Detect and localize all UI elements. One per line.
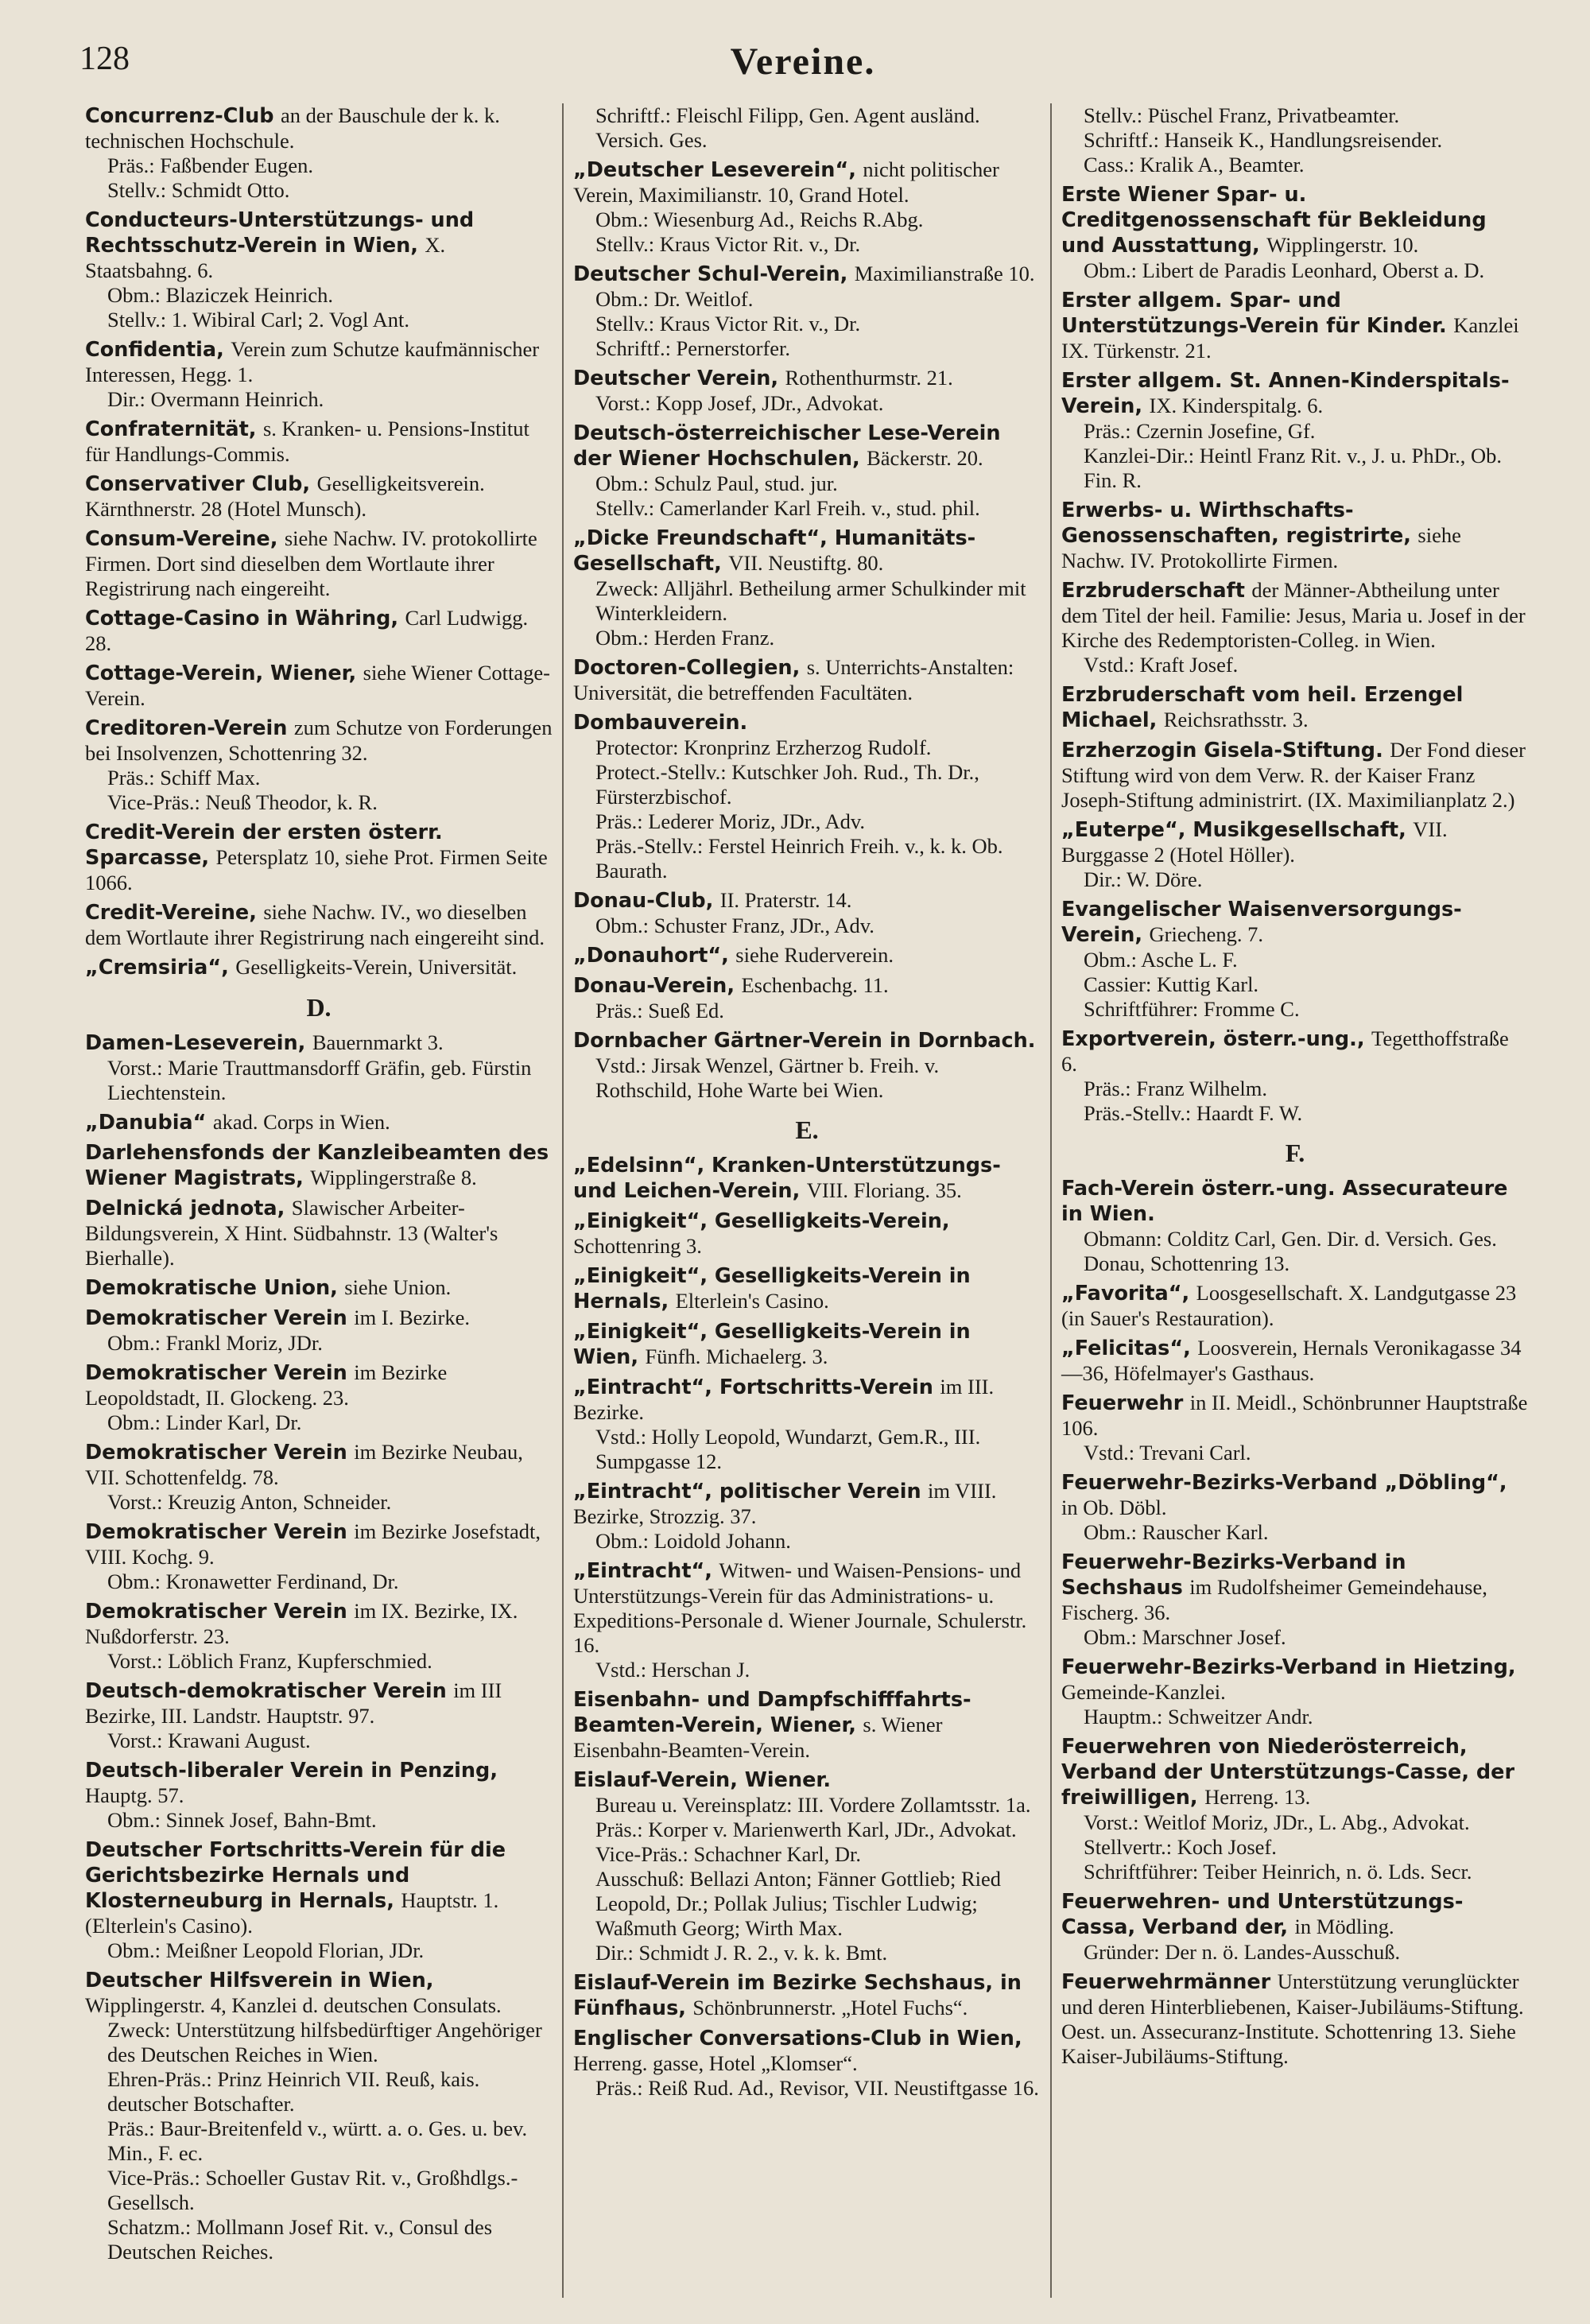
directory-entry xyxy=(1061,1281,1529,1331)
entry-officer-line: Vstd.: Kraft Josef. xyxy=(1084,653,1239,677)
entry-officer-line: Obm.: Meißner Leopold Florian, JDr. xyxy=(107,1938,425,1962)
entry-description: Fünfh. Michaelerg. 3. xyxy=(645,1344,828,1368)
entry-officer-line: Präs.: Lederer Moriz, JDr., Adv. xyxy=(595,809,866,833)
directory-entry xyxy=(1061,897,1529,1022)
entry-description: IX. Kinderspitalg. 6. xyxy=(1149,394,1324,417)
entry-heading: „Einigkeit“, Geselligkeits-Verein in Wien, xyxy=(573,1320,971,1369)
entry-heading: Deutscher Fortschritts-Verein für die Gerichtsbezirke Hernals und Klosterneuburg in Hernals, xyxy=(85,1838,506,1913)
directory-entry xyxy=(1061,1969,1529,2069)
entry-officer-line: Schriftführer: Fromme C. xyxy=(1084,997,1300,1021)
entry-description: Rothenthurmstr. 21. xyxy=(785,366,953,390)
entry-officer-line: Präs.-Stellv.: Haardt F. W. xyxy=(1084,1101,1303,1125)
entry-heading: „Felicitas“, xyxy=(1061,1337,1191,1360)
directory-entry xyxy=(1061,1391,1529,1465)
directory-entry xyxy=(1061,1550,1529,1650)
entry-officer-line: Vorst.: Marie Trauttmansdorff Gräfin, geb. Fürstin Liechtenstein. xyxy=(107,1056,532,1104)
entry-officer-line: Dir.: W. Döre. xyxy=(1084,867,1203,891)
entry-description: siehe Nachw. IV. Protokollirte Firmen. xyxy=(1061,523,1461,572)
entry-description: im Bezirke Leopoldstadt, II. Glockeng. 23. xyxy=(85,1360,448,1410)
entry-officer-line: Schriftf.: Fleischl Filipp, Gen. Agent ausländ. Versich. Ges. xyxy=(595,103,980,152)
entry-officer-line: Obm.: Linder Karl, Dr. xyxy=(107,1410,302,1434)
directory-entry xyxy=(573,1375,1041,1474)
entry-heading: Doctoren-Collegien, xyxy=(573,656,801,680)
entry-officer-line: Zweck: Unterstützung hilfsbedürftiger Angehöriger des Deutschen Reiches in Wien. xyxy=(107,2018,542,2066)
entry-heading: Credit-Vereine, xyxy=(85,901,257,925)
entry-heading: Erzbruderschaft xyxy=(1061,579,1245,603)
entry-heading: Conservativer Club, xyxy=(85,472,311,496)
entry-officer-line: Vorst.: Kopp Josef, JDr., Advokat. xyxy=(595,391,884,415)
page-header xyxy=(64,40,1542,95)
entry-description: Gemeinde-Kanzlei. xyxy=(1061,1680,1226,1704)
section-letter: D. xyxy=(306,993,332,1022)
directory-entry xyxy=(85,606,553,656)
entry-heading: „Donauhort“, xyxy=(573,944,729,968)
directory-entry xyxy=(1061,182,1529,283)
directory-entry xyxy=(1061,103,1529,177)
entry-officer-line: Protect.-Stellv.: Kutschker Joh. Rud., Th. Dr., Fürsterzbischof. xyxy=(595,760,979,809)
directory-entry xyxy=(573,973,1041,1023)
directory-entry xyxy=(1061,682,1529,733)
entry-heading: Demokratischer Verein xyxy=(85,1361,347,1385)
entry-officer-line: Obm.: Kronawetter Ferdinand, Dr. xyxy=(107,1569,399,1593)
entry-heading: Erster allgem. St. Annen-Kinderspitals-Verein, xyxy=(1061,369,1510,418)
entry-description: Unterstützung verunglückter und deren Hinterbliebenen, Kaiser-Jubiläums-Stiftung. Oest. un. Assecuranz-Institute. Schottenring 13. Siehe Kaiser-Jubiläums-Stiftung. xyxy=(1061,1969,1524,2068)
entry-description: im III Bezirke, III. Landstr. Hauptstr. 97. xyxy=(85,1678,502,1728)
entry-description: Griecheng. 7. xyxy=(1149,922,1264,946)
entry-heading: Deutscher Schul-Verein, xyxy=(573,262,848,286)
directory-entry xyxy=(573,1687,1041,1763)
entry-heading: Damen-Leseverein, xyxy=(85,1031,306,1055)
entry-description: Hauptg. 57. xyxy=(85,1783,184,1807)
entry-officer-line: Vice-Präs.: Schachner Karl, Dr. xyxy=(595,1842,861,1866)
directory-entry xyxy=(1061,1026,1529,1126)
directory-entry xyxy=(85,1275,553,1301)
directory-entry xyxy=(1061,578,1529,677)
entry-heading: Demokratischer Verein xyxy=(85,1600,347,1624)
entry-description: VII. Neustiftg. 80. xyxy=(728,551,884,575)
directory-entry xyxy=(85,337,553,412)
entry-description: im IX. Bezirke, IX. Nußdorferstr. 23. xyxy=(85,1599,518,1648)
entry-officer-line: Stellv.: Püschel Franz, Privatbeamter. xyxy=(1084,103,1400,127)
directory-entry xyxy=(1061,1734,1529,1884)
entry-officer-line: Stellv.: Kraus Victor Rit. v., Dr. xyxy=(595,312,861,336)
directory-entry xyxy=(85,820,553,895)
directory-entry xyxy=(573,1153,1041,1204)
entry-heading: „Favorita“, xyxy=(1061,1282,1190,1306)
entry-heading: „Edelsinn“, Kranken-Unterstützungs- und Leichen-Verein, xyxy=(573,1154,1001,1203)
entry-officer-line: Protector: Kronprinz Erzherzog Rudolf. xyxy=(595,735,932,759)
directory-entry xyxy=(85,1968,553,2264)
entry-description: Tegetthoffstraße 6. xyxy=(1061,1026,1509,1076)
entry-officer-line: Schriftf.: Hanseik K., Handlungsreisender. xyxy=(1084,128,1443,152)
entry-description: Hauptstr. 1. (Elterlein's Casino). xyxy=(85,1888,499,1938)
entry-heading: Erzherzogin Gisela-Stiftung. xyxy=(1061,739,1383,762)
directory-entry xyxy=(85,1030,553,1105)
directory-entry xyxy=(573,157,1041,257)
entry-officer-line: Obm.: Sinnek Josef, Bahn-Bmt. xyxy=(107,1808,377,1832)
entry-heading: Erste Wiener Spar- u. Creditgenossenschaft für Bekleidung und Ausstattung, xyxy=(1061,183,1487,258)
entry-description: Bäckerstr. 20. xyxy=(867,446,983,470)
entry-officer-line: Präs.: Faßbender Eugen. xyxy=(107,153,314,177)
entry-heading: Donau-Verein, xyxy=(573,974,735,998)
entry-officer-line: Präs.: Schiff Max. xyxy=(107,766,261,790)
directory-entry xyxy=(573,1028,1041,1103)
entry-description: im III. Bezirke. xyxy=(573,1375,995,1424)
entry-description: Elterlein's Casino. xyxy=(675,1289,829,1313)
entry-officer-line: Obm.: Frankl Moriz, JDr. xyxy=(107,1331,323,1355)
entry-heading: Demokratischer Verein xyxy=(85,1306,347,1330)
entry-description: Bauernmarkt 3. xyxy=(312,1030,444,1054)
entry-heading: Creditoren-Verein xyxy=(85,716,288,740)
directory-entry xyxy=(573,366,1041,416)
entry-officer-line: Bureau u. Vereinsplatz: III. Vordere Zollamtsstr. 1a. xyxy=(595,1793,1031,1817)
entry-heading: Demokratischer Verein xyxy=(85,1441,347,1465)
entry-officer-line: Kanzlei-Dir.: Heintl Franz Rit. v., J. u. PhDr., Ob. Fin. R. xyxy=(1084,444,1503,492)
entry-heading: Evangelischer Waisenversorgungs-Verein, xyxy=(1061,898,1462,947)
entry-officer-line: Vorst.: Weitlof Moriz, JDr., L. Abg., Advokat. xyxy=(1084,1810,1470,1834)
entry-heading: Deutsch-österreichischer Lese-Verein der Wiener Hochschulen, xyxy=(573,421,1001,471)
directory-entry xyxy=(573,1970,1041,2021)
directory-entry xyxy=(85,1110,553,1135)
entry-officer-line: Obm.: Blaziczek Heinrich. xyxy=(107,283,334,307)
entry-heading: Feuerwehr-Bezirks-Verband in Sechshaus xyxy=(1061,1550,1406,1600)
entry-officer-line: Obm.: Schulz Paul, stud. jur. xyxy=(595,471,838,495)
directory-entry xyxy=(1061,738,1529,813)
entry-description: Geselligkeits-Verein, Universität. xyxy=(235,955,518,979)
column-left xyxy=(76,103,562,2298)
entry-officer-line: Ausschuß: Bellazi Anton; Fänner Gottlieb; Ried Leopold, Dr.; Pollak Julius; Tischler Ludwig; Waßmuth Georg; Wirth Max. xyxy=(595,1867,1002,1940)
entry-description: Wipplingerstraße 8. xyxy=(310,1166,477,1189)
entry-description: Herreng. 13. xyxy=(1204,1785,1311,1809)
entry-description: Wipplingerstr. 10. xyxy=(1266,233,1419,257)
entry-heading: Delnická jednota, xyxy=(85,1197,285,1220)
entry-officer-line: Präs.: Franz Wilhelm. xyxy=(1084,1077,1268,1100)
entry-officer-line: Präs.: Korper v. Marienwerth Karl, JDr., Advokat. xyxy=(595,1818,1017,1841)
entry-heading: Dombauverein. xyxy=(573,711,748,735)
entry-heading: Eislauf-Verein, Wiener. xyxy=(573,1768,832,1792)
entry-heading: „Eintracht“, politischer Verein xyxy=(573,1480,921,1503)
entry-officer-line: Vstd.: Herschan J. xyxy=(595,1658,750,1682)
section-letter: F. xyxy=(1285,1139,1305,1167)
entry-officer-line: Präs.-Stellv.: Ferstel Heinrich Freih. v., k. k. Ob. Baurath. xyxy=(595,834,1003,883)
directory-entry xyxy=(1061,1176,1529,1276)
entry-officer-line: Schatzm.: Mollmann Josef Rit. v., Consul des Deutschen Reiches. xyxy=(107,2215,493,2264)
entry-description: Wipplingerstr. 4, Kanzlei d. deutschen Consulats. xyxy=(85,1993,502,2017)
entry-heading: „Euterpe“, Musikgesellschaft, xyxy=(1061,818,1406,842)
entry-heading: Donau-Club, xyxy=(573,889,714,913)
entry-description: Reichsrathsstr. 3. xyxy=(1163,708,1309,731)
entry-heading: Englischer Conversations-Club in Wien, xyxy=(573,2027,1022,2050)
entry-heading: Exportverein, österr.-ung., xyxy=(1061,1027,1365,1051)
entry-officer-line: Gründer: Der n. ö. Landes-Ausschuß. xyxy=(1084,1940,1401,1964)
entry-description: siehe Wiener Cottage-Verein. xyxy=(85,661,551,710)
entry-description: im Bezirke Neubau, VII. Schottenfeldg. 78. xyxy=(85,1440,523,1489)
entry-description: Loosgesellschaft. X. Landgutgasse 23 (in Sauer's Restauration). xyxy=(1061,1281,1517,1330)
entry-heading: „Dicke Freundschaft“, Humanitäts-Gesellschaft, xyxy=(573,526,976,576)
entry-description: Loosverein, Hernals Veronikagasse 34—36, Höfelmayer's Gasthaus. xyxy=(1061,1336,1522,1385)
entry-heading: Feuerwehren- und Unterstützungs-Cassa, Verband der, xyxy=(1061,1890,1464,1939)
entry-officer-line: Vorst.: Krawani August. xyxy=(107,1728,311,1752)
entry-officer-line: Schriftf.: Pernerstorfer. xyxy=(595,336,791,360)
directory-entry xyxy=(573,1767,1041,1965)
directory-entry xyxy=(1061,368,1529,493)
entry-heading: Deutscher Hilfsverein in Wien, xyxy=(85,1969,434,1992)
entry-heading: „Eintracht“, xyxy=(573,1559,712,1583)
entry-heading: Confidentia, xyxy=(85,338,224,362)
entry-officer-line: Obm.: Asche L. F. xyxy=(1084,948,1238,972)
entry-heading: „Cremsiria“, xyxy=(85,956,229,980)
entry-heading: Feuerwehren von Niederösterreich, Verband der Unterstützungs-Casse, der freiwilligen, xyxy=(1061,1735,1515,1810)
entry-description: in II. Meidl., Schönbrunner Hauptstraße 106. xyxy=(1061,1391,1528,1440)
entry-heading: Fach-Verein österr.-ung. Assecurateure in Wien. xyxy=(1061,1177,1508,1226)
entry-officer-line: Obm.: Wiesenburg Ad., Reichs R.Abg. xyxy=(595,208,924,231)
directory-entry xyxy=(85,471,553,522)
entry-heading: Deutscher Verein, xyxy=(573,367,779,390)
entry-heading: Credit-Verein der ersten österr. Sparcasse, xyxy=(85,821,443,870)
entry-description: in Ob. Döbl. xyxy=(1061,1496,1167,1519)
entry-heading: „Eintracht“, Fortschritts-Verein xyxy=(573,1375,933,1399)
entry-heading: Erwerbs- u. Wirthschafts-Genossenschaften, registrirte, xyxy=(1061,499,1411,548)
directory-entry xyxy=(85,1678,553,1753)
entry-heading: Confraternität, xyxy=(85,417,257,441)
entry-officer-line: Dir.: Schmidt J. R. 2., v. k. k. Bmt. xyxy=(595,1941,888,1965)
entry-description: X. Staatsbahng. 6. xyxy=(85,233,446,282)
directory-entry xyxy=(1061,1470,1529,1545)
directory-entry xyxy=(573,2026,1041,2101)
directory-entry xyxy=(85,526,553,601)
section-letter: E. xyxy=(795,1115,819,1144)
entry-officer-line: Obm.: Herden Franz. xyxy=(595,626,775,650)
entry-heading: Eislauf-Verein im Bezirke Sechshaus, in Fünfhaus, xyxy=(573,1971,1022,2020)
entry-description: Herreng. gasse, Hotel „Klomser“. xyxy=(573,2051,858,2075)
directory-entry xyxy=(85,1306,553,1356)
entry-heading: Erzbruderschaft vom heil. Erzengel Michael, xyxy=(1061,683,1464,732)
entry-description: Carl Ludwigg. 28. xyxy=(85,606,529,655)
entry-heading: Erster allgem. Spar- und Unterstützungs-Verein für Kinder. xyxy=(1061,289,1447,338)
entry-heading: Eisenbahn- und Dampfschifffahrts-Beamten-Verein, Wiener, xyxy=(573,1688,971,1737)
directory-entry xyxy=(85,1599,553,1674)
directory-entry xyxy=(85,1440,553,1515)
directory-entry xyxy=(85,1519,553,1594)
entry-description: siehe Union. xyxy=(344,1275,452,1299)
directory-entry xyxy=(1061,1889,1529,1965)
entry-officer-line: Vorst.: Löblich Franz, Kupferschmied. xyxy=(107,1649,432,1673)
entry-heading: Cottage-Verein, Wiener, xyxy=(85,662,357,685)
directory-entry xyxy=(1061,817,1529,892)
entry-description: der Männer-Abtheilung unter dem Titel der heil. Familie: Jesus, Maria u. Josef in der Kirche des Redemptoristen-Colleg. in Wien. xyxy=(1061,578,1526,652)
entry-officer-line: Vstd.: Trevani Carl. xyxy=(1084,1441,1251,1465)
entry-officer-line: Präs.: Reiß Rud. Ad., Revisor, VII. Neustiftgasse 16. xyxy=(595,2076,1039,2100)
directory-entry xyxy=(1061,288,1529,363)
entry-officer-line: Stellv.: Schmidt Otto. xyxy=(107,178,290,202)
directory-entry xyxy=(573,1479,1041,1554)
directory-entry xyxy=(85,1360,553,1435)
entry-officer-line: Vice-Präs.: Neuß Theodor, k. R. xyxy=(107,790,378,814)
entry-description: VII. Burggasse 2 (Hotel Höller). xyxy=(1061,817,1448,867)
entry-heading: Feuerwehr xyxy=(1061,1391,1184,1415)
entry-officer-line: Präs.: Sueß Ed. xyxy=(595,999,724,1022)
entry-heading: Feuerwehr-Bezirks-Verband „Döbling“, xyxy=(1061,1471,1507,1495)
directory-entry xyxy=(85,716,553,815)
entry-description: siehe Nachw. IV., wo dieselben dem Wortlaute ihrer Registrirung nach eingereiht sind. xyxy=(85,900,545,949)
entry-heading: Consum-Vereine, xyxy=(85,527,278,551)
entry-description: Schottenring 3. xyxy=(573,1234,702,1258)
entry-officer-line: Obm.: Rauscher Karl. xyxy=(1084,1520,1269,1544)
entry-officer-line: Stellvertr.: Koch Josef. xyxy=(1084,1835,1277,1859)
entry-description: nicht politischer Verein, Maximilianstr. 10, Grand Hotel. xyxy=(573,157,999,207)
entry-officer-line: Stellv.: Camerlander Karl Freih. v., stud. phil. xyxy=(595,496,980,520)
directory-entry xyxy=(573,655,1041,705)
entry-officer-line: Präs.: Czernin Josefine, Gf. xyxy=(1084,419,1316,443)
entry-officer-line: Hauptm.: Schweitzer Andr. xyxy=(1084,1705,1313,1728)
entry-description: Slawischer Arbeiter-Bildungsverein, X Hint. Südbahnstr. 13 (Walter's Bierhalle). xyxy=(85,1196,498,1270)
entry-officer-line: Cassier: Kuttig Karl. xyxy=(1084,972,1259,996)
directory-entry xyxy=(573,103,1041,153)
entry-officer-line: Obm.: Loidold Johann. xyxy=(595,1529,791,1553)
directory-entry xyxy=(85,417,553,467)
entry-description: s. Wiener Eisenbahn-Beamten-Verein. xyxy=(573,1713,943,1762)
entry-officer-line: Vstd.: Holly Leopold, Wundarzt, Gem.R., III. Sumpgasse 12. xyxy=(595,1425,981,1473)
entry-heading: „Einigkeit“, Geselligkeits-Verein in Hernals, xyxy=(573,1264,971,1313)
entry-heading: Dornbacher Gärtner-Verein in Dornbach. xyxy=(573,1029,1036,1053)
entry-description: Schönbrunnerstr. „Hotel Fuchs“. xyxy=(692,1996,968,2019)
directory-entry xyxy=(1061,1336,1529,1386)
directory-entry xyxy=(85,955,553,980)
entry-description: im Bezirke Josefstadt, VIII. Kochg. 9. xyxy=(85,1519,541,1569)
entry-heading: Feuerwehrmänner xyxy=(1061,1970,1271,1994)
entry-description: Verein zum Schutze kaufmännischer Interessen, Hegg. 1. xyxy=(85,337,540,386)
entry-heading: Conducteurs-Unterstützungs- und Rechtsschutz-Verein in Wien, xyxy=(85,208,475,258)
entry-description: Maximilianstraße 10. xyxy=(854,262,1035,285)
directory-entry xyxy=(573,1209,1041,1259)
entry-description: siehe Nachw. IV. protokollirte Firmen. Dort sind dieselben dem Wortlaute ihrer Registrirung nach eingereiht. xyxy=(85,526,537,600)
entry-heading: „Danubia“ xyxy=(85,1111,207,1135)
directory-entry xyxy=(1061,498,1529,573)
entry-heading: Deutsch-demokratischer Verein xyxy=(85,1679,447,1703)
entry-officer-line: Vice-Präs.: Schoeller Gustav Rit. v., Großhdlgs.-Gesellsch. xyxy=(107,2166,518,2214)
entry-officer-line: Stellv.: Kraus Victor Rit. v., Dr. xyxy=(595,232,861,256)
entry-heading: Concurrenz-Club xyxy=(85,104,274,128)
running-head: Vereine. xyxy=(730,41,876,83)
page-number: 128 xyxy=(80,41,130,77)
entry-officer-line: Cass.: Kralik A., Beamter. xyxy=(1084,153,1305,177)
entry-officer-line: Vstd.: Jirsak Wenzel, Gärtner b. Freih. v. Rothschild, Hohe Warte bei Wien. xyxy=(595,1053,940,1102)
entry-description: im I. Bezirke. xyxy=(354,1306,470,1329)
entry-heading: Deutsch-liberaler Verein in Penzing, xyxy=(85,1759,498,1783)
entry-officer-line: Obm.: Libert de Paradis Leonhard, Oberst a. D. xyxy=(1084,258,1485,282)
entry-heading: Feuerwehr-Bezirks-Verband in Hietzing, xyxy=(1061,1655,1516,1679)
directory-entry xyxy=(85,661,553,711)
directory-entry xyxy=(573,262,1041,361)
directory-entry xyxy=(573,1558,1041,1682)
entry-officer-line: Dir.: Overmann Heinrich. xyxy=(107,387,324,411)
entry-description: Geselligkeitsverein. Kärnthnerstr. 28 (Hotel Munsch). xyxy=(85,471,485,521)
entry-description: Petersplatz 10, siehe Prot. Firmen Seite 1066. xyxy=(85,845,548,894)
entry-officer-line: Vorst.: Kreuzig Anton, Schneider. xyxy=(107,1490,392,1514)
directory-entry xyxy=(85,103,553,203)
entry-officer-line: Präs.: Baur-Breitenfeld v., württ. a. o. Ges. u. bev. Min., F. ec. xyxy=(107,2116,528,2165)
entry-officer-line: Ehren-Präs.: Prinz Heinrich VII. Reuß, kais. deutscher Botschafter. xyxy=(107,2067,480,2116)
entry-description: Kanzlei IX. Türkenstr. 21. xyxy=(1061,313,1519,363)
column-middle xyxy=(562,103,1050,2298)
column-right xyxy=(1050,103,1538,2298)
entry-officer-line: Obm.: Marschner Josef. xyxy=(1084,1625,1286,1649)
text-columns xyxy=(76,103,1538,2298)
directory-entry xyxy=(573,710,1041,883)
directory-entry xyxy=(573,526,1041,650)
entry-officer-line: Zweck: Alljährl. Betheilung armer Schulkinder mit Winterkleidern. xyxy=(595,576,1026,625)
entry-description: Der Fond dieser Stiftung wird von dem Verw. R. der Kaiser Franz Joseph-Stiftung administrirt. (IX. Maximilianplatz 2.) xyxy=(1061,738,1526,812)
entry-officer-line: Schriftführer: Teiber Heinrich, n. ö. Lds. Secr. xyxy=(1084,1860,1472,1884)
entry-officer-line: Stellv.: 1. Wibiral Carl; 2. Vogl Ant. xyxy=(107,308,410,332)
entry-heading: „Einigkeit“, Geselligkeits-Verein, xyxy=(573,1209,950,1233)
entry-officer-line: Obm.: Dr. Weitlof. xyxy=(595,287,754,311)
directory-entry xyxy=(85,900,553,950)
entry-description: im VIII. Bezirke, Strozzig. 37. xyxy=(573,1479,997,1528)
directory-entry xyxy=(573,421,1041,521)
directory-entry xyxy=(85,1758,553,1833)
entry-heading: Darlehensfonds der Kanzleibeamten des Wiener Magistrats, xyxy=(85,1141,549,1190)
entry-description: Witwen- und Waisen-Pensions- und Unterstützungs-Verein für das Administrations- u. Expeditions-Personale d. Wiener Journale, Schulerstr. 16. xyxy=(573,1558,1027,1657)
entry-heading: Demokratischer Verein xyxy=(85,1520,347,1544)
directory-entry xyxy=(85,208,553,332)
entry-description: an der Bauschule der k. k. technischen Hochschule. xyxy=(85,103,500,153)
entry-officer-line: Obm.: Schuster Franz, JDr., Adv. xyxy=(595,914,874,937)
entry-description: Eschenbachg. 11. xyxy=(741,973,889,997)
directory-entry xyxy=(1061,1655,1529,1729)
directory-entry xyxy=(573,1263,1041,1314)
entry-description: zum Schutze von Forderungen bei Insolvenzen, Schottenring 32. xyxy=(85,716,553,765)
entry-officer-line: Obmann: Colditz Carl, Gen. Dir. d. Versich. Ges. Donau, Schottenring 13. xyxy=(1084,1227,1497,1275)
entry-description: in Mödling. xyxy=(1294,1915,1394,1938)
entry-description: VIII. Floriang. 35. xyxy=(806,1178,962,1202)
entry-description: siehe Ruderverein. xyxy=(735,943,894,967)
entry-heading: „Deutscher Leseverein“, xyxy=(573,158,856,182)
directory-entry xyxy=(573,943,1041,968)
directory-entry xyxy=(85,1837,553,1963)
entry-description: s. Unterrichts-Anstalten: Universität, die betreffenden Facultäten. xyxy=(573,655,1014,704)
entry-description: II. Praterstr. 14. xyxy=(719,888,852,912)
entry-heading: Demokratische Union, xyxy=(85,1276,338,1300)
directory-entry xyxy=(573,888,1041,938)
directory-entry xyxy=(85,1196,553,1271)
directory-entry xyxy=(85,1140,553,1191)
entry-description: im Rudolfsheimer Gemeindehause, Fischerg. 36. xyxy=(1061,1575,1487,1624)
entry-description: akad. Corps in Wien. xyxy=(212,1110,390,1134)
entry-heading: Cottage-Casino in Währing, xyxy=(85,607,399,630)
entry-description: s. Kranken- u. Pensions-Institut für Handlungs-Commis. xyxy=(85,417,529,466)
directory-entry xyxy=(573,1319,1041,1370)
